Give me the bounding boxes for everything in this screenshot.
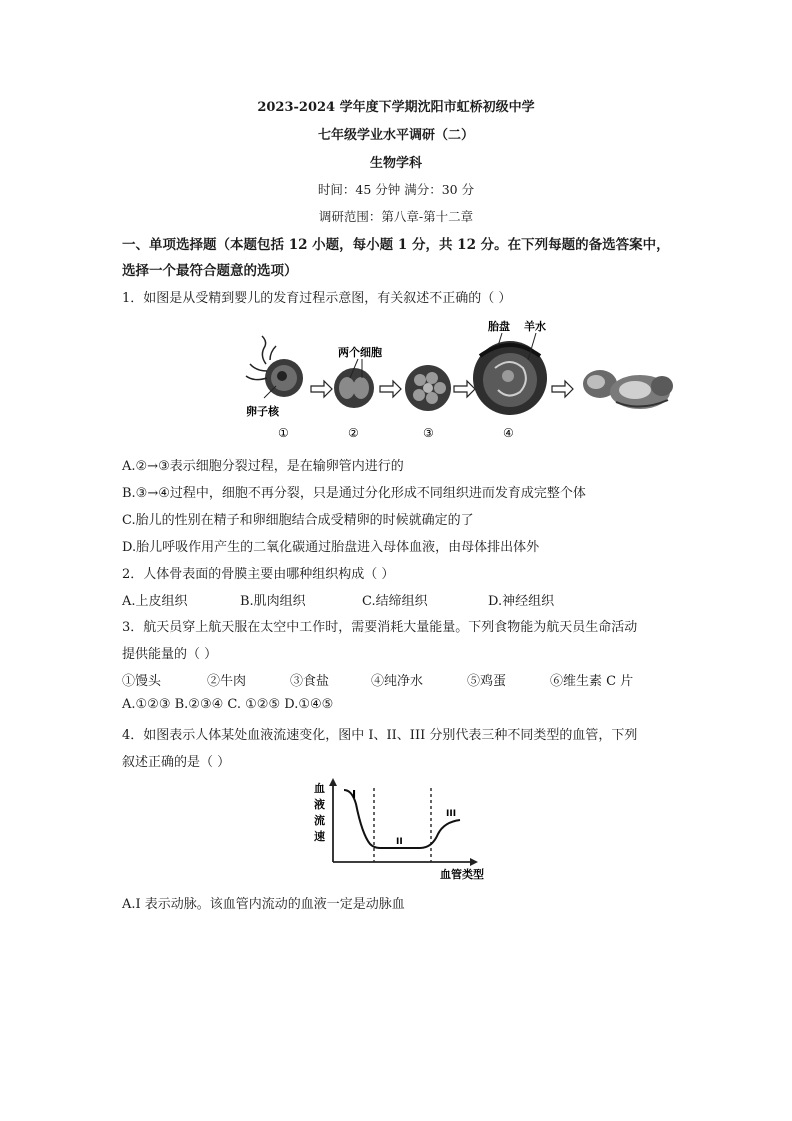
q3-item-6: ⑥维生素 C 片 bbox=[550, 674, 634, 689]
q2-stem: 2．人体骨表面的骨膜主要由哪种组织构成（ ） bbox=[122, 567, 395, 582]
q1-option-a[interactable]: A.②→③表示细胞分裂过程，是在输卵管内进行的 bbox=[122, 459, 404, 474]
section-heading-line2: 选择一个最符合题意的选项） bbox=[122, 263, 298, 279]
label-placenta: 胎盘 bbox=[488, 320, 510, 333]
q2-option-b[interactable]: B.肌肉组织 bbox=[240, 594, 306, 609]
q2-option-a[interactable]: A.上皮组织 bbox=[122, 594, 188, 609]
stage-3-cell-cluster bbox=[405, 365, 451, 411]
exam-scope: 调研范围：第八章-第十二章 bbox=[318, 209, 474, 224]
q1-development-figure bbox=[240, 316, 680, 444]
q3-item-5: ⑤鸡蛋 bbox=[467, 674, 507, 689]
label-two-cells: 两个细胞 bbox=[338, 346, 382, 359]
ylabel-char-2: 液 bbox=[314, 798, 325, 811]
q1-stem: 1．如图是从受精到婴儿的发育过程示意图，有关叙述不正确的（ ） bbox=[122, 291, 512, 306]
q1-option-c[interactable]: C.胎儿的性别在精子和卵细胞结合成受精卵的时候就确定的了 bbox=[122, 513, 474, 528]
ylabel-char-1: 血 bbox=[314, 782, 325, 795]
label-egg-nucleus: 卵子核 bbox=[246, 405, 279, 418]
q3-item-4: ④纯净水 bbox=[371, 674, 424, 689]
xlabel: 血管类型 bbox=[440, 868, 484, 881]
subject-title: 生物学科 bbox=[369, 156, 422, 171]
exam-title: 七年级学业水平调研（二） bbox=[317, 128, 474, 143]
q1-option-b[interactable]: B.③→④过程中，细胞不再分裂，只是通过分化形成不同组织进而发育成完整个体 bbox=[122, 486, 586, 501]
arrow-icon bbox=[454, 381, 475, 397]
q3-item-2: ②牛肉 bbox=[207, 674, 247, 689]
q1-option-d[interactable]: D.胎儿呼吸作用产生的二氧化碳通过胎盘进入母体血液，由母体排出体外 bbox=[122, 540, 540, 555]
q4-blood-flow-figure bbox=[300, 774, 500, 884]
stage-2-two-cells bbox=[334, 368, 374, 408]
q3-item-3: ③食盐 bbox=[290, 674, 330, 689]
stage-4-fetus bbox=[473, 341, 547, 415]
ylabel-char-4: 速 bbox=[314, 830, 325, 843]
arrow-icon bbox=[552, 381, 573, 397]
time-score: 时间：45 分钟 满分：30 分 bbox=[317, 182, 475, 197]
q2-option-c[interactable]: C.结缔组织 bbox=[362, 594, 428, 609]
q4-stem-line2: 叙述正确的是（ ） bbox=[122, 755, 231, 770]
q3-options[interactable]: A.①②③ B.②③④ C. ①②⑤ D.①④⑤ bbox=[122, 697, 334, 712]
label-amniotic-fluid: 羊水 bbox=[524, 320, 546, 333]
segment-label-1: I bbox=[352, 788, 357, 801]
stage-number-4: ④ bbox=[503, 426, 514, 440]
stage-5-baby bbox=[583, 370, 673, 409]
q2-option-d[interactable]: D.神经组织 bbox=[488, 594, 555, 609]
q3-stem-line2: 提供能量的（ ） bbox=[122, 647, 218, 662]
ylabel-char-3: 流 bbox=[314, 814, 325, 827]
school-title: 2023-2024 学年度下学期沈阳市虹桥初级中学 bbox=[257, 100, 535, 115]
q4-option-a[interactable]: A.I 表示动脉。该血管内流动的血液一定是动脉血 bbox=[122, 897, 405, 912]
section-heading-line1: 一、单项选择题（本题包括 12 小题，每小题 1 分，共 12 分。在下列每题的备选答案中， bbox=[122, 237, 670, 253]
stage-number-3: ③ bbox=[423, 426, 434, 440]
q4-stem-line1: 4．如图表示人体某处血液流速变化，图中 I、II、III 分别代表三种不同类型的血管，下列 bbox=[122, 728, 638, 743]
arrow-icon bbox=[311, 381, 332, 397]
stage-number-2: ② bbox=[348, 426, 359, 440]
q3-item-1: ①馒头 bbox=[122, 674, 162, 689]
segment-label-2: II bbox=[396, 837, 403, 847]
q3-stem-line1: 3．航天员穿上航天服在太空中工作时，需要消耗大量能量。下列食物能为航天员生命活动 bbox=[122, 620, 638, 635]
arrow-icon bbox=[380, 381, 401, 397]
segment-label-3: III bbox=[446, 809, 457, 819]
stage-number-1: ① bbox=[278, 426, 289, 440]
